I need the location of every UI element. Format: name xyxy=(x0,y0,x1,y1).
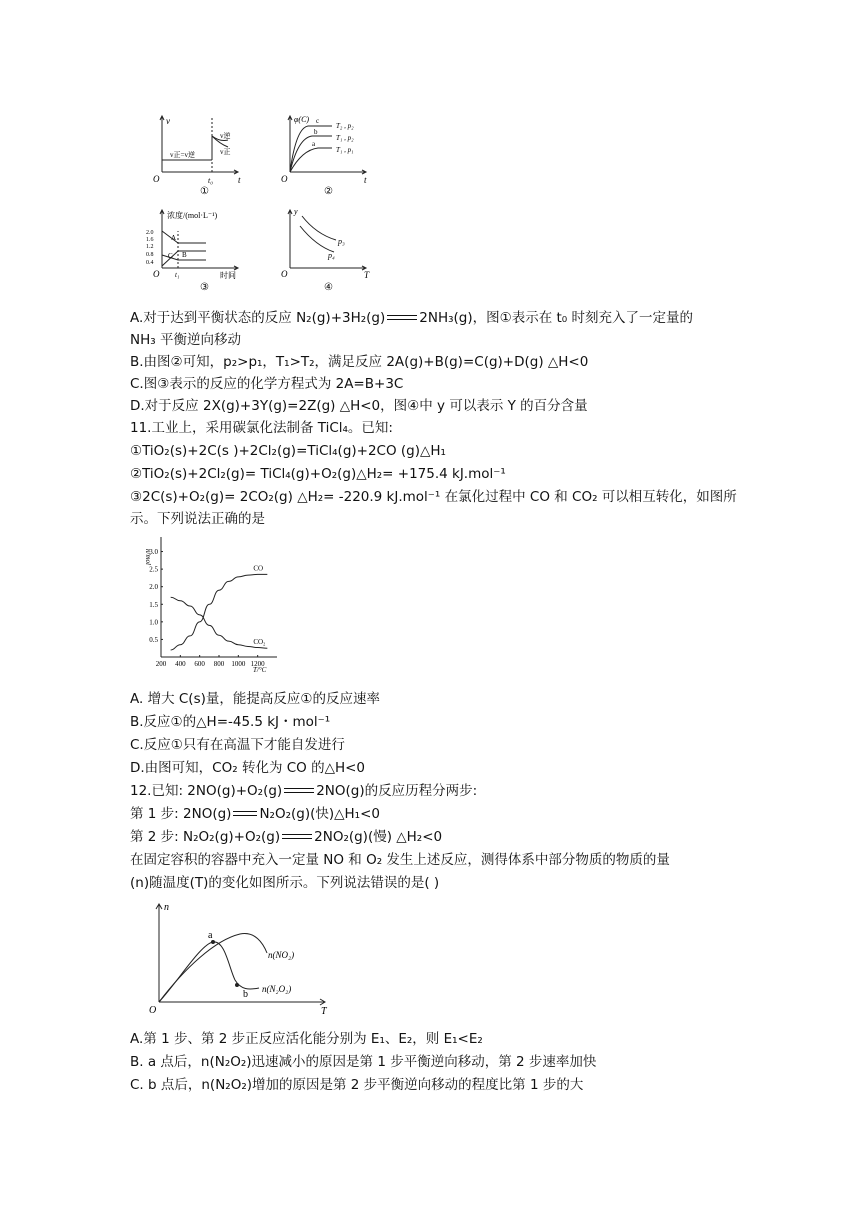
fig1-number: ① xyxy=(200,186,209,197)
q12-stem-post: 2NO(g)的反应历程分两步: xyxy=(316,783,478,799)
q11-reaction-3: ③2C(s)+O₂(g)= 2CO₂(g) △H₂= -220.9 kJ.mol⁻¹ 在氯化过程中 CO 和 CO₂ 可以相互转化，如图所 xyxy=(130,489,737,505)
fig12-nno2: n(NO₂) xyxy=(268,950,295,960)
x-tick-label: 800 xyxy=(213,660,225,668)
fig1-t0: t₀ xyxy=(208,176,214,185)
y-tick-label: 1.0 xyxy=(149,618,158,627)
q12-step-1 xyxy=(130,804,380,824)
equilibrium-arrow-icon xyxy=(231,809,259,819)
fig2-t: t xyxy=(364,175,367,185)
q11-reaction-3-cont: 示。下列说法正确的是 xyxy=(130,511,265,527)
x-tick-label: 1200 xyxy=(250,660,265,668)
q12-paragraph-2: (n)随温度(T)的变化如图所示。下列说法错误的是( ) xyxy=(130,875,440,891)
fig4-p4: p₄ xyxy=(328,251,335,260)
fig1-v: v xyxy=(166,116,170,126)
fig2-c: c xyxy=(316,117,320,125)
fig4-number: ④ xyxy=(324,282,333,293)
q10-option-b: B.由图②可知，p₂>p₁，T₁>T₂，满足反应 2A(g)+B(g)=C(g)+D(g) △H<0 xyxy=(130,354,589,370)
equilibrium-arrow-icon xyxy=(385,313,419,323)
fig2-a: a xyxy=(312,140,316,148)
fig1-veq: v正=v逆 xyxy=(170,151,195,159)
q11-reaction-2: ②TiO₂(s)+2Cl₂(g)= TiCl₄(g)+O₂(g)△H₂= +175.4 kJ.mol⁻¹ xyxy=(130,466,506,482)
q12-stem xyxy=(130,781,477,801)
fig4-y: y xyxy=(294,207,298,216)
fig1-vfwd: v正 xyxy=(220,148,231,156)
y-tick-label: 0.5 xyxy=(149,635,158,644)
x-tick-label: 400 xyxy=(175,660,186,668)
q12-paragraph-1: 在固定容积的容器中充入一定量 NO 和 O₂ 发生上述反应，测得体系中部分物质的物质的量 xyxy=(130,852,670,868)
y-tick-label: 2.0 xyxy=(149,583,158,592)
fig1-origin: O xyxy=(153,174,160,184)
q11-option-d: D.由图可知，CO₂ 转化为 CO 的△H<0 xyxy=(130,760,366,776)
x-tick-label: 200 xyxy=(155,660,167,668)
point-b xyxy=(235,983,239,987)
fig12-T: T xyxy=(321,1006,327,1017)
q11-option-c: C.反应①只有在高温下才能自发进行 xyxy=(130,737,345,753)
fig2-y: φ(C) xyxy=(294,115,310,124)
y-tick-label: 1.5 xyxy=(149,600,158,609)
q11-reaction-1: ①TiO₂(s)+2C(s )+2Cl₂(g)=TiCl₄(g)+2CO (g)△H₁ xyxy=(130,443,446,459)
equilibrium-arrow-icon xyxy=(280,832,314,842)
q12-s1-pre: 第 1 步: 2NO(g) xyxy=(130,806,232,822)
fig4-T: T xyxy=(364,270,370,280)
fig12-n: n xyxy=(164,902,169,913)
q11-option-a: A. 增大 C(s)量，能提高反应①的反应速率 xyxy=(130,691,380,707)
q12-option-a: A.第 1 步、第 2 步正反应活化能分别为 E₁、E₂，则 E₁<E₂ xyxy=(130,1031,483,1047)
q12-option-c: C. b 点后，n(N₂O₂)增加的原因是第 2 步平衡逆向移动的程度比第 1 步的大 xyxy=(130,1077,584,1093)
y-tick-label: 3.0 xyxy=(149,548,158,557)
fig12-origin: O xyxy=(149,1005,157,1016)
y-tick-label: 2.5 xyxy=(149,565,158,574)
fig3-origin: O xyxy=(153,269,160,279)
fig2-l3: T₁ , p₁ xyxy=(336,146,354,154)
chart-xlabel: T/°C xyxy=(253,666,267,673)
chart-ylabel: n/mol xyxy=(144,549,152,565)
q12-s2-post: 2NO₂(g)(慢) △H₂<0 xyxy=(314,829,443,845)
fig3-C: C xyxy=(168,252,173,260)
figure-group xyxy=(140,110,390,300)
x-tick-label: 1000 xyxy=(231,660,246,668)
q10-option-d: D.对于反应 2X(g)+3Y(g)=2Z(g) △H<0，图④中 y 可以表示 Y 的百分含量 xyxy=(130,398,588,414)
fig12-nn2o2: n(N₂O₂) xyxy=(262,984,292,994)
series-label: CO xyxy=(253,564,264,573)
chart-series xyxy=(171,564,268,650)
q10-a-pre: A.对于达到平衡状态的反应 N₂(g)+3H₂(g) xyxy=(130,310,386,326)
fig4-p3: p₃ xyxy=(338,237,345,246)
q10-option-a-line2: NH₃ 平衡逆向移动 xyxy=(130,332,241,348)
fig2-l2: T₁ , p₂ xyxy=(336,134,354,142)
series-label: CO₂ xyxy=(253,638,266,647)
figure-4 xyxy=(288,210,366,270)
fig12-b: b xyxy=(243,989,248,1000)
q12-stem-pre: 12.已知: 2NO(g)+O₂(g) xyxy=(130,783,283,799)
fig2-number: ② xyxy=(324,186,333,197)
fig3-B: B xyxy=(182,251,187,259)
q11-option-b: B.反应①的△H=-45.5 kJ・mol⁻¹ xyxy=(130,714,331,730)
fig4-origin: O xyxy=(281,269,288,279)
fig3-tick-1: 1.6 xyxy=(146,237,154,243)
fig3-tick-3: 0.8 xyxy=(146,252,154,258)
fig3-ylabel: 浓度/(mol·L⁻¹) xyxy=(167,211,218,220)
fig3-A: A xyxy=(171,234,177,242)
q12-s1-post: N₂O₂(g)(快)△H₁<0 xyxy=(259,806,380,822)
n-vs-t-figure xyxy=(145,898,330,1018)
fig3-tick-4: 0.4 xyxy=(146,260,154,266)
fig12-a: a xyxy=(208,930,213,941)
chart-ticks xyxy=(149,548,265,668)
q10-option-a-line1 xyxy=(130,308,693,328)
fig3-x: 时间 xyxy=(220,271,236,280)
q11-stem: 11.工业上，采用碳氯化法制备 TiCl₄。已知: xyxy=(130,420,393,436)
q12-s2-pre: 第 2 步: N₂O₂(g)+O₂(g) xyxy=(130,829,281,845)
x-tick-label: 600 xyxy=(194,660,205,668)
q10-option-c: C.图③表示的反应的化学方程式为 2A=B+3C xyxy=(130,376,404,392)
fig1-t: t xyxy=(238,175,241,185)
fig3-tick-2: 1.2 xyxy=(146,244,154,250)
fig3-tick-0: 2.0 xyxy=(146,230,154,236)
q12-option-b: B. a 点后，n(N₂O₂)迅速减小的原因是第 1 步平衡逆向移动，第 2 步速率加快 xyxy=(130,1054,597,1070)
fig2-l1: T₂ , p₂ xyxy=(336,122,354,130)
q10-a-post: 2NH₃(g)，图①表示在 t₀ 时刻充入了一定量的 xyxy=(419,310,694,326)
fig3-number: ③ xyxy=(200,282,209,293)
fig1-vinv: v逆 xyxy=(220,132,231,140)
fig2-b: b xyxy=(314,128,318,136)
fig3-t1: t₁ xyxy=(175,271,180,279)
equilibrium-arrow-icon xyxy=(282,786,316,796)
q12-step-2 xyxy=(130,827,442,847)
fig2-origin: O xyxy=(281,174,288,184)
co-co2-chart xyxy=(135,533,285,673)
figure-1 xyxy=(160,116,238,174)
figure-2 xyxy=(288,116,366,174)
